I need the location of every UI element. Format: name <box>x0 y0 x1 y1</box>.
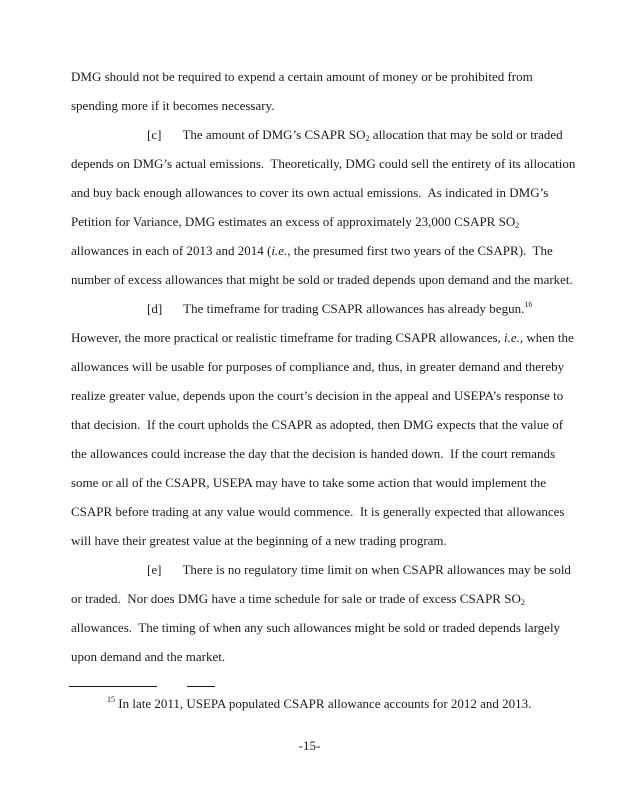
para-e-line-2: or traded. Nor does DMG have a time schedule for sale or trade of excess CSAPR $SO_2$ <box>71 591 525 607</box>
para-d-line-5: that decision. If the court upholds the CSAPR as adopted, then DMG expects that the value of <box>71 417 564 432</box>
para-d-line-8: CSAPR before trading at any value would commence. It is generally expected that allowances <box>71 504 565 519</box>
page-number: -15- <box>298 738 321 753</box>
para-c-line-2: depends on DMG’s actual emissions. Theoretically, DMG could sell the entirety of its allocation <box>71 156 576 171</box>
intro-line-2: spending more if it becomes necessary. <box>71 98 275 113</box>
para-e-line-4: upon demand and the market. <box>71 649 226 664</box>
footnote-separator <box>69 686 157 687</box>
para-c-line-1: [c] The amount of DMG’s CSAPR $SO_2$ allocation that may be sold or traded <box>147 127 563 143</box>
footnote-15: $^{15}$ In late 2011, USEPA populated CSAPR allowance accounts for 2012 and 2013. <box>107 695 532 711</box>
para-d-line-2: However, the more practical or realistic timeframe for trading CSAPR allowances, i.e., when the <box>71 330 574 345</box>
para-d-line-3: allowances will be usable for purposes of compliance and, thus, in greater demand and thereby <box>71 359 565 374</box>
para-d-line-9: will have their greatest value at the beginning of a new trading program. <box>71 533 447 548</box>
para-c-line-5: allowances in each of 2013 and 2014 (i.e., the presumed first two years of the CSAPR). The <box>71 243 553 258</box>
para-e-line-3: allowances. The timing of when any such allowances might be sold or traded depends largely <box>71 620 561 635</box>
para-d-label: [d] <box>147 301 163 316</box>
para-d-line-6: the allowances could increase the day that the decision is handed down. If the court remands <box>71 446 556 461</box>
para-d-line-7: some or all of the CSAPR, USEPA may have to take some action that would implement the <box>71 475 547 490</box>
para-d-line-4: realize greater value, depends upon the court’s decision in the appeal and USEPA’s response to <box>71 388 564 403</box>
para-c-line-3: and buy back enough allowances to cover its own actual emissions. As indicated in DMG’s <box>71 185 549 200</box>
para-c-line-6: number of excess allowances that might be sold or traded depends upon demand and the market. <box>71 272 573 287</box>
para-e-line-1: [e] There is no regulatory time limit on when CSAPR allowances may be sold <box>147 562 571 577</box>
footnote-separator-fragment <box>187 686 215 687</box>
para-d-line-1: [d] The timeframe for trading CSAPR allowances has already begun.$^{16}$ <box>147 300 533 316</box>
footnote-ref: 16 <box>524 300 533 309</box>
para-c-label: [c] <box>147 127 162 142</box>
para-e-label: [e] <box>147 562 162 577</box>
para-c-line-4: Petition for Variance, DMG estimates an excess of approximately 23,000 CSAPR $SO_2$ <box>71 214 520 230</box>
intro-line-1: DMG should not be required to expend a certain amount of money or be prohibited from <box>71 69 533 84</box>
footnote-number: 15 <box>107 695 115 704</box>
